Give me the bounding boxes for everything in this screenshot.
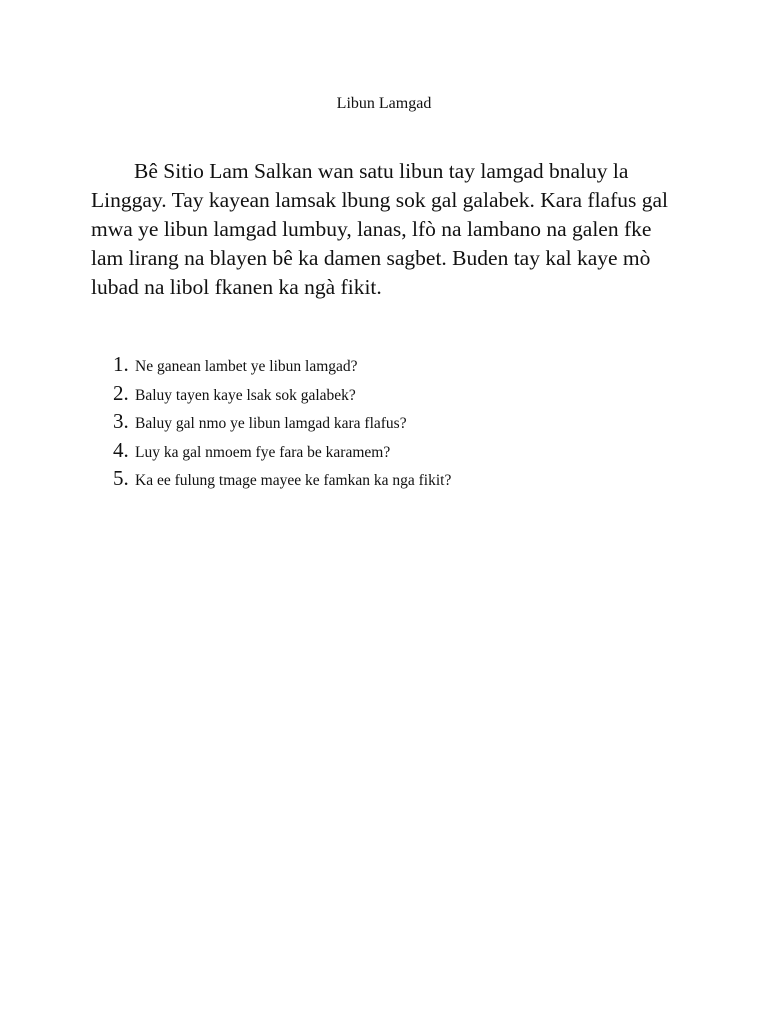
question-list bbox=[113, 352, 673, 495]
question-item bbox=[113, 466, 673, 495]
question-text: Ne ganean lambet ye libun lamgad? bbox=[135, 358, 358, 375]
document-title: Libun Lamgad bbox=[336, 95, 432, 112]
story-paragraph: Bê Sitio Lam Salkan wan satu libun tay lamgad bnaluy la Linggay. Tay kayean lamsak lbung sok gal galabek. Kara flafus gal mwa ye libun lamgad lumbuy, lanas, lfò na lambano na galen fke lam lirang na blayen bê ka damen sagbet. Buden tay kal kaye mò lubad na libol fkanen ka ngà fikit. bbox=[91, 159, 669, 299]
question-number: 4. bbox=[113, 437, 129, 462]
question-item bbox=[113, 409, 673, 438]
question-item bbox=[113, 352, 673, 381]
question-number: 1. bbox=[113, 352, 129, 376]
question-item bbox=[113, 438, 673, 467]
question-item bbox=[113, 381, 673, 410]
question-text: Baluy tayen kaye lsak sok galabek? bbox=[135, 386, 356, 404]
question-text: Luy ka gal nmoem fye fara be karamem? bbox=[135, 443, 391, 461]
question-number: 5. bbox=[113, 466, 129, 490]
question-number: 2. bbox=[113, 380, 129, 405]
question-number: 3. bbox=[113, 409, 129, 433]
question-text: Baluy gal nmo ye libun lamgad kara flafus? bbox=[135, 415, 407, 432]
question-text: Ka ee fulung tmage mayee ke famkan ka nga fikit? bbox=[135, 472, 452, 489]
